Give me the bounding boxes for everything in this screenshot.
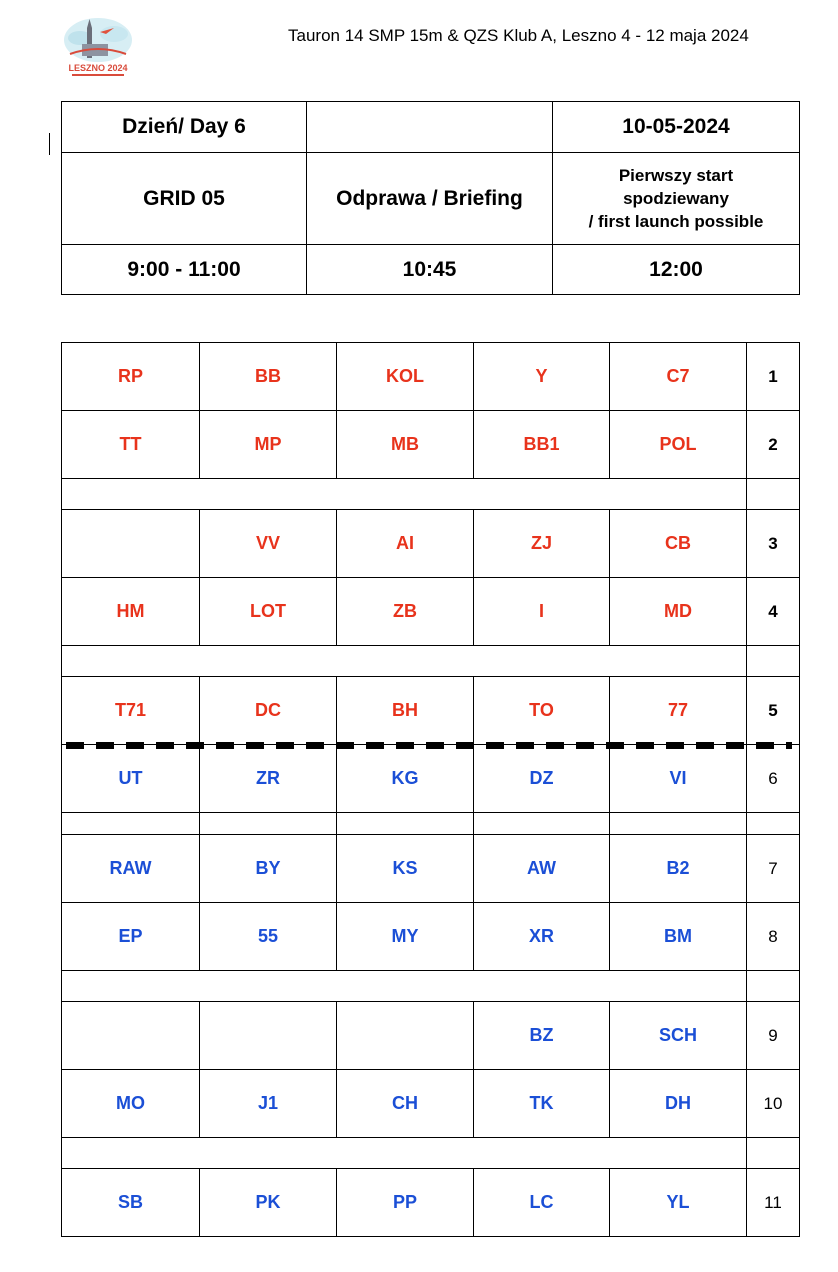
grid-label-cell: GRID 05 [62, 153, 307, 245]
spacer-row [62, 1138, 800, 1169]
row-number-cell: 2 [747, 411, 800, 479]
pilot-cell: TO [474, 677, 610, 745]
pilot-cell: KS [337, 835, 474, 903]
grid-row [62, 343, 800, 411]
blank-cell [307, 102, 553, 153]
pilot-cell: DH [610, 1070, 747, 1138]
launch-line-2: spodziewany [623, 189, 729, 208]
grid-row [62, 835, 800, 903]
text-cursor [49, 133, 50, 155]
pilot-cell: KOL [337, 343, 474, 411]
pilot-cell: DC [200, 677, 337, 745]
row-number-cell: 6 [747, 745, 800, 813]
launch-time-cell: 12:00 [553, 245, 800, 295]
pilot-cell: BM [610, 903, 747, 971]
pilot-cell: ZB [337, 578, 474, 646]
pilot-cell: T71 [62, 677, 200, 745]
grid-row [62, 578, 800, 646]
row-number-cell: 7 [747, 835, 800, 903]
spacer-cell [747, 971, 800, 1002]
class-separator-dashed-line [66, 742, 792, 749]
grid-table [61, 342, 800, 1237]
pilot-cell: MD [610, 578, 747, 646]
date-cell: 10-05-2024 [553, 102, 800, 153]
pilot-cell: POL [610, 411, 747, 479]
grid-body [62, 343, 800, 1237]
pilot-cell: RP [62, 343, 200, 411]
pilot-cell: I [474, 578, 610, 646]
row-number-cell: 5 [747, 677, 800, 745]
pilot-cell: AI [337, 510, 474, 578]
pilot-cell: MY [337, 903, 474, 971]
first-launch-label-cell [553, 153, 800, 245]
logo-text: LESZNO 2024 [68, 63, 128, 73]
briefing-time-cell: 10:45 [307, 245, 553, 295]
pilot-cell: DZ [474, 745, 610, 813]
event-logo [62, 14, 134, 78]
pilot-cell: PP [337, 1169, 474, 1237]
pilot-cell: CH [337, 1070, 474, 1138]
pilot-cell: SCH [610, 1002, 747, 1070]
row-number-cell: 1 [747, 343, 800, 411]
spacer-cell [62, 813, 200, 835]
pilot-cell: BY [200, 835, 337, 903]
pilot-cell: MP [200, 411, 337, 479]
pilot-cell: ZR [200, 745, 337, 813]
row-number-cell: 3 [747, 510, 800, 578]
pilot-cell: AW [474, 835, 610, 903]
spacer-cell [747, 479, 800, 510]
row-number-cell: 10 [747, 1070, 800, 1138]
day-info-table [61, 101, 800, 295]
pilot-cell: TK [474, 1070, 610, 1138]
pilot-cell: XR [474, 903, 610, 971]
row-number-cell: 8 [747, 903, 800, 971]
pilot-cell: J1 [200, 1070, 337, 1138]
grid-row [62, 411, 800, 479]
pilot-cell: UT [62, 745, 200, 813]
row-number-cell: 9 [747, 1002, 800, 1070]
pilot-cell: ZJ [474, 510, 610, 578]
pilot-cell: BZ [474, 1002, 610, 1070]
pilot-cell: C7 [610, 343, 747, 411]
spacer-cell [62, 971, 747, 1002]
grid-row [62, 745, 800, 813]
pilot-cell [337, 1002, 474, 1070]
pilot-cell: SB [62, 1169, 200, 1237]
spacer-cell [747, 646, 800, 677]
spacer-cell [747, 1138, 800, 1169]
spacer-row [62, 971, 800, 1002]
briefing-label-cell: Odprawa / Briefing [307, 153, 553, 245]
pilot-cell [62, 1002, 200, 1070]
grid-row [62, 510, 800, 578]
spacer-cell [62, 646, 747, 677]
grid-row [62, 1169, 800, 1237]
pilot-cell: HM [62, 578, 200, 646]
pilot-cell [200, 1002, 337, 1070]
pilot-cell: VI [610, 745, 747, 813]
grid-time-cell: 9:00 - 11:00 [62, 245, 307, 295]
spacer-cell [747, 813, 800, 835]
launch-line-3: / first launch possible [588, 212, 764, 231]
pilot-cell: B2 [610, 835, 747, 903]
pilot-cell: BB1 [474, 411, 610, 479]
spacer-cell [610, 813, 747, 835]
pilot-cell: Y [474, 343, 610, 411]
row-number-cell: 11 [747, 1169, 800, 1237]
pilot-cell: MO [62, 1070, 200, 1138]
row-number-cell: 4 [747, 578, 800, 646]
pilot-cell: EP [62, 903, 200, 971]
grid-row [62, 1002, 800, 1070]
launch-line-1: Pierwszy start [618, 166, 734, 185]
pilot-cell: RAW [62, 835, 200, 903]
pilot-cell: BH [337, 677, 474, 745]
spacer-cell [474, 813, 610, 835]
grid-row [62, 1070, 800, 1138]
spacer-row [62, 479, 800, 510]
pilot-cell: YL [610, 1169, 747, 1237]
pilot-cell: KG [337, 745, 474, 813]
pilot-cell: PK [200, 1169, 337, 1237]
spacer-cell [337, 813, 474, 835]
spacer-cell [200, 813, 337, 835]
pilot-cell: TT [62, 411, 200, 479]
pilot-cell: LOT [200, 578, 337, 646]
day-cell: Dzień/ Day 6 [62, 102, 307, 153]
pilot-cell: 55 [200, 903, 337, 971]
spacer-cell [62, 479, 747, 510]
pilot-cell: VV [200, 510, 337, 578]
pilot-cell: 77 [610, 677, 747, 745]
pilot-cell [62, 510, 200, 578]
pilot-cell: LC [474, 1169, 610, 1237]
spacer-row [62, 813, 800, 835]
pilot-cell: BB [200, 343, 337, 411]
spacer-cell [62, 1138, 747, 1169]
spacer-row [62, 646, 800, 677]
page-title: Tauron 14 SMP 15m & QZS Klub A, Leszno 4 - 12 maja 2024 [288, 26, 749, 45]
pilot-cell: MB [337, 411, 474, 479]
grid-row [62, 677, 800, 745]
grid-row [62, 903, 800, 971]
pilot-cell: CB [610, 510, 747, 578]
